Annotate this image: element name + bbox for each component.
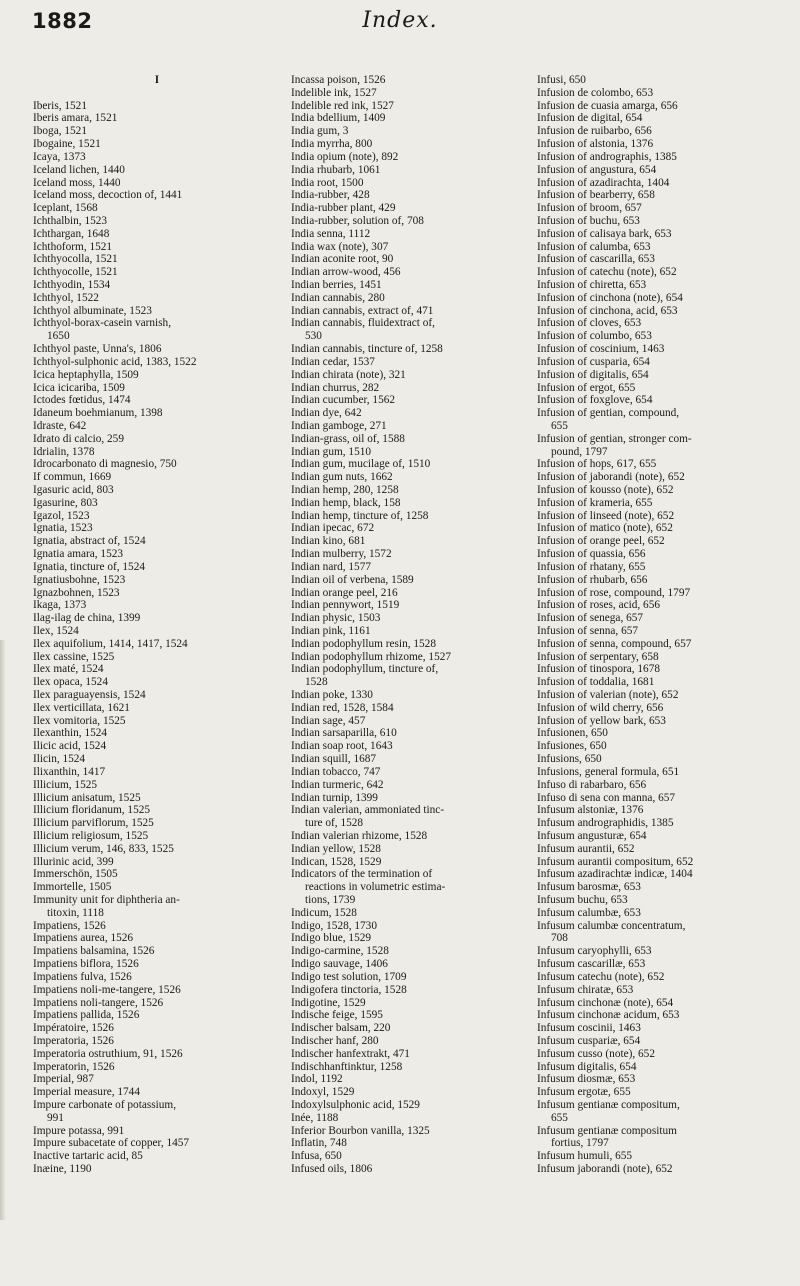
index-entry: Infusion of rhatany, 655 (537, 560, 646, 573)
index-entry: Infusion of bearberry, 658 (537, 189, 655, 202)
index-entry: Infusum gentianæ compositum (537, 1124, 677, 1137)
index-entry: Infusiones, 650 (537, 740, 607, 753)
index-entry: Infusion of matico (note), 652 (537, 522, 673, 535)
index-entry: Indian poke, 1330 (291, 689, 373, 701)
index-entry: Infusum buchu, 653 (537, 894, 628, 906)
index-entry: Illicium anisatum, 1525 (33, 791, 141, 804)
index-entry: Ichthyol paste, Unna's, 1806 (33, 343, 162, 356)
index-entry: Infusion of calumba, 653 (537, 240, 651, 253)
index-entry: Infusum alstoniæ, 1376 (537, 804, 644, 817)
index-entry: Imperial measure, 1744 (33, 1086, 140, 1099)
index-entry: Inæine, 1190 (33, 1163, 92, 1176)
page-header (0, 0, 800, 40)
index-entry: Ichthyocolle, 1521 (33, 266, 118, 279)
index-entry: Ikaga, 1373 (33, 599, 87, 612)
index-entry-continuation: pound, 1797 (551, 445, 608, 458)
index-entry: Infusion of catechu (note), 652 (537, 266, 677, 279)
index-entry: Indian red, 1528, 1584 (291, 701, 394, 714)
index-entry: Impatiens aurea, 1526 (33, 932, 134, 945)
index-entry: Infusum caryophylli, 653 (537, 945, 652, 958)
index-entry: Indigofera tinctoria, 1528 (291, 983, 407, 996)
index-entry: Ichthyocolla, 1521 (33, 253, 118, 266)
index-entry (33, 87, 281, 100)
index-entry: Indian yellow, 1528 (291, 842, 381, 855)
index-entry: Indian valerian, ammoniated tinc- (291, 804, 445, 817)
index-entry: Impératoire, 1526 (33, 1022, 114, 1035)
index-entry: Illurinic acid, 399 (33, 855, 114, 868)
index-entry: Infusum cuspariæ, 654 (537, 1034, 641, 1047)
index-entry: Infusion of orange peel, 652 (537, 535, 665, 548)
index-entry: Infusion of serpentary, 658 (537, 650, 659, 663)
index-entry: Ilixanthin, 1417 (33, 765, 106, 778)
index-entry: Indian gamboge, 271 (291, 419, 387, 432)
index-entry: Iceplant, 1568 (33, 202, 98, 215)
index-entry: Indian arrow-wood, 456 (291, 266, 401, 279)
index-entry: Infusion of foxglove, 654 (537, 394, 653, 407)
index-entry: Infusum azadirachtæ indicæ, 1404 (537, 868, 693, 881)
index-entry: Infusion de cuasia amarga, 656 (537, 99, 678, 112)
index-entry: Indian kino, 681 (291, 535, 366, 548)
index-entry: India bdellium, 1409 (291, 112, 386, 125)
index-column-1 (33, 74, 281, 1176)
index-entry: Indian cannabis, extract of, 471 (291, 304, 434, 317)
index-entry: Infusion de ruibarbo, 656 (537, 125, 652, 138)
index-entry: Ignatiusbohne, 1523 (33, 573, 126, 586)
index-entry: Infusum aurantii, 652 (537, 842, 635, 855)
index-entry: Indigo blue, 1529 (291, 932, 372, 945)
index-entry: Infusum cascarillæ, 653 (537, 958, 646, 971)
index-entry: Impure carbonate of potassium, (33, 1099, 177, 1111)
index-entry: Ilex verticillata, 1621 (33, 701, 130, 714)
index-entry: Infusions, 650 (537, 753, 602, 766)
index-entry: Indian cannabis, 280 (291, 291, 385, 304)
index-entry: Ilag-ilag de china, 1399 (33, 612, 141, 625)
index-entry: Incassa poison, 1526 (291, 74, 386, 86)
index-entry: Infusion of hops, 617, 655 (537, 458, 657, 471)
index-entry: Icica icicariba, 1509 (33, 381, 125, 394)
index-entry: Infusion of columbo, 653 (537, 330, 652, 343)
index-entry: Infusum andrographidis, 1385 (537, 817, 674, 830)
index-entry: Infusion of broom, 657 (537, 202, 642, 215)
index-entry: Infusum jaborandi (note), 652 (537, 1163, 673, 1176)
index-entry: Indian podophyllum, tincture of, (291, 663, 439, 676)
index-entry: India myrrha, 800 (291, 138, 373, 151)
index-entry: Infused oils, 1806 (291, 1163, 373, 1176)
index-entry: Imperatorin, 1526 (33, 1060, 115, 1073)
index-entry: India-rubber plant, 429 (291, 202, 396, 215)
index-entry: Infusion of senna, 657 (537, 624, 639, 637)
index-entry: Infusion of cusparia, 654 (537, 355, 650, 368)
index-entry: Indian turmeric, 642 (291, 778, 384, 791)
index-entry: India rhubarb, 1061 (291, 163, 381, 176)
index-entry-continuation: fortius, 1797 (551, 1137, 609, 1150)
index-entry: Infusion of gentian, stronger com- (537, 432, 692, 445)
index-entry-continuation: reactions in volumetric estima- (305, 881, 446, 894)
index-entry: Iceland moss, decoction of, 1441 (33, 189, 183, 202)
index-entry: Iceland moss, 1440 (33, 176, 121, 189)
index-entry: Infusum catechu (note), 652 (537, 970, 665, 983)
index-entry: Illicium floridanum, 1525 (33, 804, 151, 817)
index-entry: Indian churrus, 282 (291, 381, 380, 394)
index-entry: Indian gum nuts, 1662 (291, 471, 393, 484)
index-entry: Infusion of digitalis, 654 (537, 368, 649, 381)
index-entry: Inactive tartaric acid, 85 (33, 1150, 143, 1163)
index-entry: Infusion of toddalia, 1681 (537, 676, 655, 689)
index-entry: Indican, 1528, 1529 (291, 855, 382, 868)
index-entry: Indian pennywort, 1519 (291, 599, 400, 612)
index-entry: Imperatoria, 1526 (33, 1034, 114, 1047)
index-entry: Indian gum, 1510 (291, 445, 372, 458)
index-entry: Infusion of roses, acid, 656 (537, 599, 660, 612)
index-entry: Ichthyol, 1522 (33, 291, 99, 304)
index-entry: Indian hemp, 280, 1258 (291, 484, 399, 496)
index-entry: Indoxyl, 1529 (291, 1086, 355, 1099)
index-entry: Indischhanftinktur, 1258 (291, 1060, 403, 1073)
section-letter: I (154, 74, 160, 86)
index-entry: Infusum coscinii, 1463 (537, 1022, 641, 1035)
index-entry-continuation: titoxin, 1118 (47, 906, 104, 919)
index-entry: Igasuric acid, 803 (33, 484, 114, 496)
index-entry: Indian hemp, tincture of, 1258 (291, 509, 429, 522)
index-entry: Infusion de digital, 654 (537, 112, 643, 125)
index-entry: Infusion of angustura, 654 (537, 163, 657, 176)
index-entry: Infusum angusturæ, 654 (537, 829, 647, 842)
index-entry: Ilex paraguayensis, 1524 (33, 689, 146, 701)
index-entry: Indian cucumber, 1562 (291, 394, 396, 407)
index-entry: Infusion of buchu, 653 (537, 214, 640, 227)
index-entry: Infusum chiratæ, 653 (537, 983, 634, 996)
index-entry: Icica heptaphylla, 1509 (33, 368, 139, 381)
index-entry: Indian oil of verbena, 1589 (291, 573, 414, 586)
index-entry: Iberis amara, 1521 (33, 112, 118, 125)
index-entry: Indelible red ink, 1527 (291, 99, 394, 112)
index-entry: Impatiens, 1526 (33, 919, 106, 932)
index-entry: Infusion of kousso (note), 652 (537, 484, 674, 496)
index-entry: Ignatia, 1523 (33, 522, 93, 535)
index-entry: Impatiens noli-me-tangere, 1526 (33, 983, 181, 996)
index-entry: Indian tobacco, 747 (291, 765, 381, 778)
index-entry: India root, 1500 (291, 176, 364, 189)
index-entry: Infusion of jaborandi (note), 652 (537, 471, 685, 484)
index-entry: Infusion of cascarilla, 653 (537, 253, 655, 266)
index-entry: Immortelle, 1505 (33, 881, 112, 894)
index-entry: If commun, 1669 (33, 471, 112, 484)
index-entry: Immerschön, 1505 (33, 868, 118, 881)
index-entry: Illicium verum, 146, 833, 1525 (33, 842, 174, 855)
index-entry: Infusion of azadirachta, 1404 (537, 176, 670, 189)
index-column-3 (537, 74, 799, 1176)
index-entry: Indische feige, 1595 (291, 1009, 383, 1022)
index-entry-continuation: 655 (551, 1111, 568, 1124)
index-entry: Ilex aquifolium, 1414, 1417, 1524 (33, 637, 188, 650)
index-entry: Indian cannabis, fluidextract of, (291, 317, 435, 330)
index-entry: India wax (note), 307 (291, 240, 389, 253)
index-entry: Infusum calumbæ, 653 (537, 906, 641, 919)
index-entry: Infusum humuli, 655 (537, 1150, 633, 1163)
index-entry: Infusum ergotæ, 655 (537, 1086, 631, 1099)
index-entry: Indian chirata (note), 321 (291, 368, 406, 381)
index-entry: Ilex vomitoria, 1525 (33, 714, 126, 727)
index-entry: Infuso di rabarbaro, 656 (537, 778, 647, 791)
index-entry: India-rubber, solution of, 708 (291, 214, 424, 227)
index-entry: Infusion of rose, compound, 1797 (537, 586, 691, 599)
index-entry: Indian turnip, 1399 (291, 791, 378, 804)
index-entry: Indian berries, 1451 (291, 279, 382, 291)
index-entry: Iberis, 1521 (33, 99, 87, 112)
index-entry: Indian dye, 642 (291, 407, 362, 420)
page-title: Index. (362, 8, 438, 33)
index-entry: Indischer hanfextrakt, 471 (291, 1047, 410, 1060)
index-entry: Infusum cinchonæ acidum, 653 (537, 1009, 680, 1022)
index-entry: Illicium parviflorum, 1525 (33, 817, 154, 830)
index-entry: Indian podophyllum resin, 1528 (291, 637, 436, 650)
index-entry: Indian podophyllum rhizome, 1527 (291, 650, 452, 663)
index-entry: Infusion of gentian, compound, (537, 407, 680, 420)
index-entry-continuation: tions, 1739 (305, 894, 356, 906)
index-entry: Infusion of quassia, 656 (537, 548, 646, 561)
index-entry: Indian physic, 1503 (291, 612, 381, 625)
index-entry: Ilex opaca, 1524 (33, 676, 108, 689)
index-entry: Infusion of cinchona, acid, 653 (537, 304, 678, 317)
index-entry: Imperatoria ostruthium, 91, 1526 (33, 1047, 183, 1060)
index-entry: Ilexanthin, 1524 (33, 727, 108, 740)
index-entry: Idrialin, 1378 (33, 445, 95, 458)
index-entry: Infusion of valerian (note), 652 (537, 689, 679, 701)
index-entry: Infusionen, 650 (537, 727, 608, 740)
index-entry: Infusum digitalis, 654 (537, 1060, 637, 1073)
index-entry: Ignazbohnen, 1523 (33, 586, 120, 599)
index-entry: Ictodes fœtidus, 1474 (33, 394, 131, 407)
index-entry: Indian nard, 1577 (291, 560, 371, 573)
index-entry: Impure subacetate of copper, 1457 (33, 1137, 190, 1150)
index-entry: Infusa, 650 (291, 1150, 342, 1163)
index-entry: Indian pink, 1161 (291, 624, 371, 637)
index-entry: Indian aconite root, 90 (291, 253, 394, 266)
index-entry-continuation: 991 (47, 1111, 64, 1124)
index-entry: Ignatia, abstract of, 1524 (33, 535, 146, 548)
index-entry: Ichthoform, 1521 (33, 240, 113, 253)
index-entry: Indian mulberry, 1572 (291, 548, 392, 561)
index-entry: India senna, 1112 (291, 227, 371, 240)
index-entry: Impatiens balsamina, 1526 (33, 945, 155, 958)
index-entry: Ilicic acid, 1524 (33, 740, 107, 753)
index-entry: Infusions, general formula, 651 (537, 765, 680, 778)
index-entry: Infusion of senna, compound, 657 (537, 637, 692, 650)
index-entry: Icaya, 1373 (33, 150, 86, 163)
index-entry: Ichthargan, 1648 (33, 227, 110, 240)
index-entry: Impatiens fulva, 1526 (33, 970, 132, 983)
index-entry: Inflatin, 748 (291, 1137, 347, 1150)
index-entry: Imperial, 987 (33, 1073, 94, 1086)
index-entry: Illicium, 1525 (33, 778, 98, 791)
index-entry: Infusion of linseed (note), 652 (537, 509, 675, 522)
index-entry: Indian-grass, oil of, 1588 (291, 432, 405, 445)
index-entry: Indigo sauvage, 1406 (291, 958, 388, 971)
index-entry: Indicators of the termination of (291, 868, 433, 881)
index-entry: Infusum diosmæ, 653 (537, 1073, 636, 1086)
index-entry: Infusum cinchonæ (note), 654 (537, 996, 674, 1009)
index-entry: Ignatia amara, 1523 (33, 548, 124, 561)
index-entry: Iceland lichen, 1440 (33, 163, 125, 176)
index-entry: Impatiens biflora, 1526 (33, 958, 139, 971)
index-entry: Ilex, 1524 (33, 624, 79, 637)
index-entry: Infusion of ergot, 655 (537, 381, 636, 394)
page-number: 1882 (32, 9, 93, 33)
index-entry: Infusion of andrographis, 1385 (537, 150, 677, 163)
index-entry: Indian valerian rhizome, 1528 (291, 829, 428, 842)
index-entry: Indelible ink, 1527 (291, 86, 377, 99)
index-entry: Ichthyol-borax-casein varnish, (33, 317, 172, 330)
index-entry: Infusion of yellow bark, 653 (537, 714, 666, 727)
index-entry: Iboga, 1521 (33, 125, 87, 138)
index-entry: Infusion of tinospora, 1678 (537, 663, 660, 676)
index-entry: Indischer balsam, 220 (291, 1022, 391, 1035)
index-entry: Indian hemp, black, 158 (291, 496, 401, 509)
index-entry: Ignatia, tincture of, 1524 (33, 560, 145, 573)
index-entry: Ichthyol-sulphonic acid, 1383, 1522 (33, 355, 197, 368)
index-entry: Infusum gentianæ compositum, (537, 1099, 680, 1111)
index-entry: Ilex maté, 1524 (33, 663, 104, 676)
index-entry: Infusion of calisaya bark, 653 (537, 227, 672, 240)
index-entry: Inferior Bourbon vanilla, 1325 (291, 1124, 430, 1137)
index-entry: Idrato di calcio, 259 (33, 432, 124, 445)
index-entry: Infusion of wild cherry, 656 (537, 701, 664, 714)
index-entry: Indian cedar, 1537 (291, 355, 375, 368)
index-entry: Infusion of senega, 657 (537, 612, 644, 625)
index-entry: Ichthyodin, 1534 (33, 279, 111, 291)
index-entry: Indian sage, 457 (291, 714, 366, 727)
index-entry: Impure potassa, 991 (33, 1124, 125, 1137)
index-entry: Ilicin, 1524 (33, 753, 86, 766)
index-entry: Infusion de colombo, 653 (537, 86, 654, 99)
index-entry: Indicum, 1528 (291, 906, 357, 919)
index-entry: Impatiens noli-tangere, 1526 (33, 996, 164, 1009)
index-entry-continuation: 1650 (47, 330, 70, 343)
index-entry: Immunity unit for diphtheria an- (33, 894, 180, 906)
index-entry: Infusion of cinchona (note), 654 (537, 291, 683, 304)
index-entry: Infusion of rhubarb, 656 (537, 573, 648, 586)
index-entry: Infusion of cloves, 653 (537, 317, 642, 330)
index-entry-continuation: ture of, 1528 (305, 817, 364, 830)
index-entry: India gum, 3 (291, 125, 349, 138)
index-entry: Indian sarsaparilla, 610 (291, 727, 397, 740)
index-entry: Ichthalbin, 1523 (33, 214, 108, 227)
index-entry-continuation: 708 (551, 932, 568, 945)
index-entry: Indigotine, 1529 (291, 996, 366, 1009)
index-entry: Indian cannabis, tincture of, 1258 (291, 343, 443, 356)
index-entry: Indigo test solution, 1709 (291, 970, 407, 983)
index-entry-continuation: 655 (551, 419, 568, 432)
index-entry: Igazol, 1523 (33, 509, 90, 522)
index-entry: Inée, 1188 (291, 1111, 339, 1124)
index-entry: Infusi, 650 (537, 74, 586, 86)
index-entry: Infuso di sena con manna, 657 (537, 791, 676, 804)
index-entry: Ichthyol albuminate, 1523 (33, 304, 152, 317)
index-column-2 (291, 74, 539, 1176)
index-entry: Indigo-carmine, 1528 (291, 945, 389, 958)
index-entry: Indigo, 1528, 1730 (291, 919, 377, 932)
index-entry: India-rubber, 428 (291, 189, 370, 202)
index-entry: Igasurine, 803 (33, 496, 98, 509)
index-entry: Indoxylsulphonic acid, 1529 (291, 1099, 420, 1111)
index-entry-continuation: 1528 (305, 676, 328, 689)
index-entry: Infusum calumbæ concentratum, (537, 919, 686, 932)
index-entry: Indian orange peel, 216 (291, 586, 398, 599)
index-entry: Indian gum, mucilage of, 1510 (291, 458, 431, 471)
index-entry: Infusion of krameria, 655 (537, 496, 653, 509)
index-entry: Idrocarbonato di magnesio, 750 (33, 458, 177, 471)
index-entry: Indischer hanf, 280 (291, 1034, 379, 1047)
index-entry: Illicium religiosum, 1525 (33, 829, 149, 842)
index-entry-continuation: 530 (305, 330, 322, 343)
index-entry: Indol, 1192 (291, 1073, 343, 1086)
index-entry: Idraste, 642 (33, 419, 87, 432)
index-entry: Infusion of alstonia, 1376 (537, 138, 654, 151)
index-entry: Idaneum boehmianum, 1398 (33, 407, 163, 420)
index-entry: India opium (note), 892 (291, 150, 399, 163)
index-entry: Ibogaine, 1521 (33, 138, 101, 151)
index-entry: Indian ipecac, 672 (291, 522, 375, 535)
index-entry: Infusum barosmæ, 653 (537, 881, 641, 894)
index-entry: Indian soap root, 1643 (291, 740, 393, 753)
index-entry: Indian squill, 1687 (291, 753, 377, 766)
index-entry: Infusum aurantii compositum, 652 (537, 855, 694, 868)
binding-shadow (0, 640, 6, 1220)
index-entry: Ilex cassine, 1525 (33, 650, 115, 663)
index-entry: Infusum cusso (note), 652 (537, 1047, 655, 1060)
index-entry: Infusion of chiretta, 653 (537, 279, 647, 291)
index-entry: Impatiens pallida, 1526 (33, 1009, 140, 1022)
index-entry: Infusion of coscinium, 1463 (537, 343, 665, 356)
